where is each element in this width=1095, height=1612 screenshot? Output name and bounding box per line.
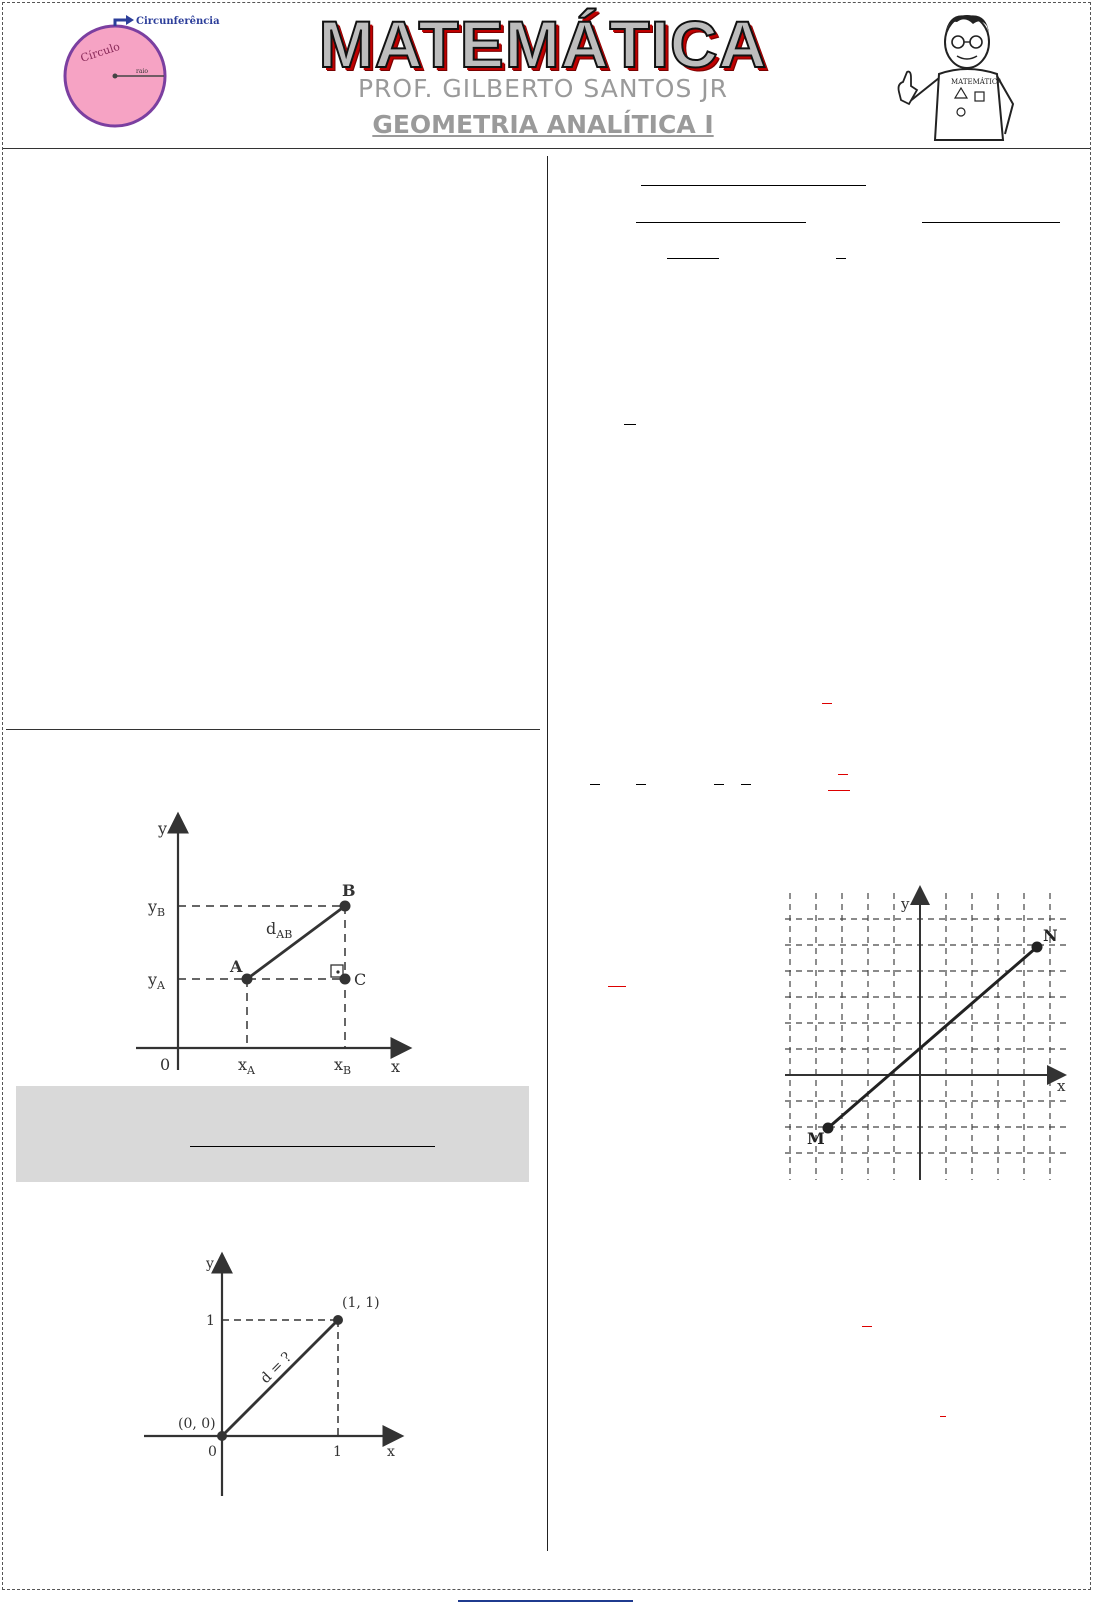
axis-x-label: x <box>1057 1077 1066 1095</box>
footer-link-bar[interactable] <box>458 1600 633 1602</box>
left-section-divider <box>6 729 540 730</box>
blank-line <box>590 784 600 785</box>
column-divider <box>547 156 548 1551</box>
formula-blank-line <box>190 1146 435 1147</box>
tick-x-label: 1 <box>333 1444 342 1460</box>
svg-text:yA <box>147 970 166 992</box>
logo-center-dot <box>113 74 118 79</box>
logo-arrowhead <box>126 15 134 25</box>
point-origin-label: (0, 0) <box>178 1416 216 1432</box>
label-yA-sub: A <box>157 979 165 992</box>
segment-d <box>222 1320 338 1436</box>
origin-label: 0 <box>208 1444 217 1460</box>
answer-mark <box>608 986 626 987</box>
author-name: PROF. GILBERTO SANTOS JR <box>357 74 729 103</box>
grid-lines <box>785 893 1070 1180</box>
logo-radius-label: raio <box>136 68 148 75</box>
answer-mark <box>828 790 850 791</box>
answer-mark <box>838 774 848 775</box>
point-A-label: A <box>230 957 243 976</box>
axis-y-label: y <box>901 895 910 913</box>
blank-line <box>624 424 636 425</box>
label-xA: x <box>238 1055 248 1074</box>
point-origin <box>217 1431 227 1441</box>
label-yA: y <box>148 970 158 989</box>
point-end-label: (1, 1) <box>342 1295 380 1311</box>
label-xB-sub: B <box>343 1064 352 1077</box>
answer-mark <box>940 1416 946 1417</box>
grid-figure <box>785 885 1070 1180</box>
section-title: GEOMETRIA ANALÍTICA I <box>372 110 714 139</box>
label-yB: y <box>148 897 158 916</box>
unit-distance-figure <box>140 1248 410 1500</box>
point-end <box>333 1315 343 1325</box>
point-B <box>340 901 351 912</box>
svg-text:xB <box>334 1055 351 1077</box>
segment-AB <box>247 906 345 979</box>
label-yB-sub: B <box>157 906 166 919</box>
segment-label-sub: AB <box>276 928 293 941</box>
logo-circle-label: Círculo <box>78 39 122 65</box>
blank-line <box>922 222 1060 223</box>
blank-line <box>741 784 751 785</box>
blank-line <box>641 185 866 186</box>
page-title: MATEMÁTICA <box>318 7 768 81</box>
point-C-label: C <box>354 970 367 989</box>
mascot-shirt-text: MATEMÁTICA <box>951 78 1003 86</box>
svg-text:xA <box>238 1055 256 1077</box>
blank-line <box>667 258 719 259</box>
point-C <box>340 974 351 985</box>
axis-x-label: x <box>391 1057 401 1076</box>
segment-d-label: d = ? <box>257 1349 296 1387</box>
point-N-label: N <box>1043 926 1058 945</box>
segment-label: d <box>266 919 277 938</box>
answer-mark <box>822 703 832 704</box>
distance-figure <box>128 808 428 1078</box>
label-xA-sub: A <box>247 1064 255 1077</box>
point-A <box>242 974 253 985</box>
formula-box <box>16 1086 529 1182</box>
label-xB: x <box>334 1055 344 1074</box>
point-M-label: M <box>807 1129 825 1148</box>
svg-text:yB <box>147 897 165 919</box>
circle-logo-icon <box>60 10 220 135</box>
tick-y-label: 1 <box>206 1313 215 1329</box>
header-divider <box>3 148 1090 149</box>
axis-y-label: y <box>206 1256 214 1272</box>
blank-line <box>714 784 724 785</box>
point-N <box>1032 942 1043 953</box>
axis-x-label: x <box>387 1444 395 1460</box>
blank-line <box>636 784 646 785</box>
blank-line <box>836 258 846 259</box>
point-B-label: B <box>342 881 356 900</box>
svg-text:dAB <box>266 919 292 941</box>
origin-label: 0 <box>160 1055 171 1074</box>
teacher-thumbs-up-icon <box>895 8 1035 142</box>
axis-y-label: y <box>158 819 168 838</box>
answer-mark <box>862 1326 872 1327</box>
blank-line <box>636 222 806 223</box>
logo-arrow-label: Circunferência <box>136 16 220 27</box>
